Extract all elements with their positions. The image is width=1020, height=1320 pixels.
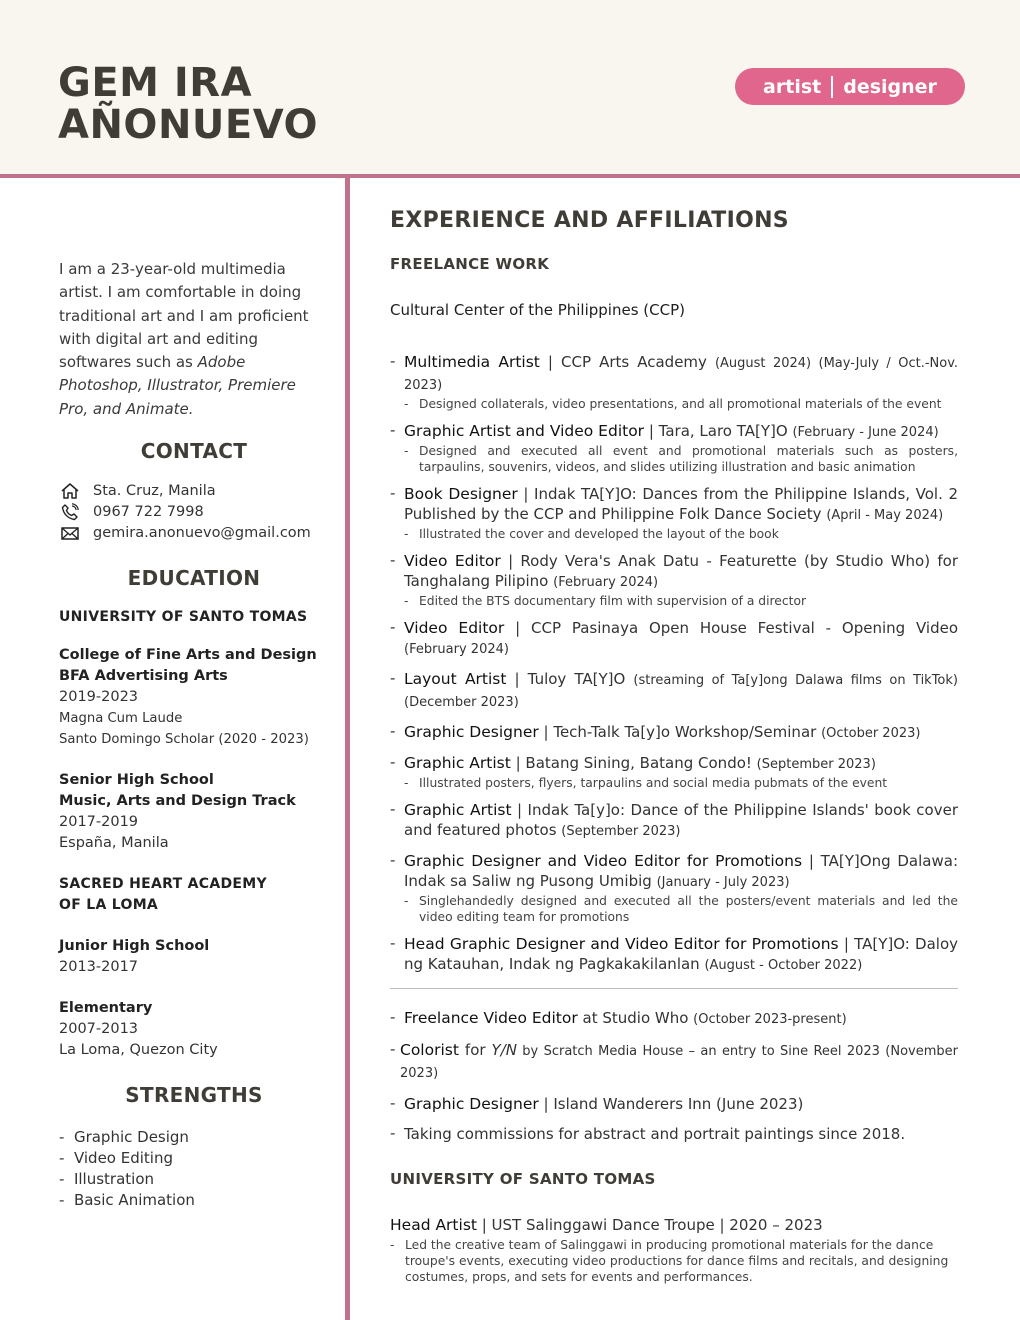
entry-role: Video Editor — [404, 552, 501, 570]
entry-role: Layout Artist — [404, 670, 507, 688]
entry-main — [404, 851, 958, 893]
experience-entry — [390, 722, 958, 744]
about-text — [59, 258, 329, 421]
column-divider — [345, 178, 350, 1320]
home-icon — [59, 482, 81, 500]
entry-org: | CCP Arts Academy — [539, 353, 715, 371]
entry-role: Graphic Artist and Video Editor — [404, 422, 645, 440]
edu-jhs: Junior High School — [59, 938, 210, 955]
other-entry — [390, 1094, 958, 1114]
entry-org: | TA[Y]Ong Dalawa: Indak sa Saliw ng Pusong Umibig — [404, 852, 958, 890]
entry-date: (October 2023-present) — [693, 1012, 847, 1027]
entry-org: | Tech-Talk Ta[y]o Workshop/Seminar — [538, 723, 822, 741]
role-badge — [735, 68, 965, 105]
entry-detail: - Designed collaterals, video presentations, and all promotional materials of the event — [404, 396, 958, 412]
edu-sha-line1: SACRED HEART ACADEMY — [59, 876, 267, 893]
edu-jhs-years: 2013-2017 — [59, 959, 139, 976]
edu-scholar: Santo Domingo Scholar (2020 - 2023) — [59, 732, 309, 748]
entry-role: Colorist — [400, 1041, 459, 1059]
entry-main — [404, 421, 958, 443]
entry-date: (February 2024) — [553, 575, 659, 590]
edu-sha-line2: OF LA LOMA — [59, 897, 159, 914]
edu-elem: Elementary — [59, 1000, 153, 1017]
phone-link[interactable]: 0967 722 7998 — [93, 503, 204, 520]
entry-date: (January - July 2023) — [656, 875, 790, 890]
entry-main — [404, 484, 958, 526]
strength-item: - Video Editing — [59, 1148, 329, 1169]
entry-title: Y/N — [491, 1041, 517, 1059]
entry-role: Video Editor — [404, 619, 505, 637]
section-divider — [390, 988, 958, 989]
entry-role: Graphic Artist — [404, 754, 511, 772]
address-text: Sta. Cruz, Manila — [93, 482, 216, 499]
strength-item: - Illustration — [59, 1169, 329, 1190]
entry-date: (October 2023) — [821, 726, 921, 741]
entry-date: (April - May 2024) — [826, 508, 944, 523]
ust-entry — [390, 1215, 958, 1285]
other-entry — [390, 1124, 958, 1144]
experience-entry — [390, 551, 958, 609]
edu-shs-place: España, Manila — [59, 835, 169, 852]
experience-entry — [390, 484, 958, 542]
entry-detail: - Led the creative team of Salinggawi in producing promotional materials for the dance troupe's events, executing video productions for dance films and recitals, and designing costumes, props, and sets for events and performances. — [390, 1238, 949, 1284]
role-separator — [831, 76, 833, 98]
strength-item: - Basic Animation — [59, 1190, 329, 1211]
entry-org: | Rody Vera's Anak Datu - Featurette (by Studio Who) for Tanghalang Pilipino — [404, 552, 958, 590]
contact-email — [59, 522, 329, 543]
entry-org: by Scratch Media House – an entry to Sine Reel 2023 (November 2023) — [400, 1044, 958, 1081]
entry-detail: - Designed and executed all event and promotional materials such as posters, tarpaulins, souvenirs, videos, and slides utilizing illustration and basic animation — [404, 443, 958, 475]
edu-elem-years: 2007-2013 — [59, 1021, 139, 1038]
edu-honor: Magna Cum Laude — [59, 711, 183, 727]
entry-org: | Batang Sining, Batang Condo! — [510, 754, 757, 772]
edu-college: College of Fine Arts and Design — [59, 647, 317, 664]
experience-entry — [390, 800, 958, 842]
entry-detail: - Illustrated posters, flyers, tarpaulins and social media pubmats of the event — [404, 775, 958, 791]
entry-org: | Island Wanderers Inn (June 2023) — [538, 1095, 804, 1113]
contact-phone — [59, 501, 329, 522]
role-designer: designer — [843, 75, 937, 98]
other-entry — [390, 1008, 958, 1030]
experience-entry — [390, 352, 958, 412]
edu-shs-years: 2017-2019 — [59, 814, 139, 831]
strengths-heading: STRENGTHS — [125, 1083, 263, 1108]
edu-degree: BFA Advertising Arts — [59, 668, 228, 685]
full-name — [58, 62, 318, 146]
left-column — [59, 258, 329, 1211]
entry-role: Freelance Video Editor — [404, 1009, 578, 1027]
experience-entry — [390, 934, 958, 976]
role-artist: artist — [763, 75, 822, 98]
strengths-list — [59, 1127, 329, 1211]
entry-date: (September 2023) — [561, 824, 681, 839]
experience-entry — [390, 421, 958, 475]
header-divider — [0, 174, 1020, 178]
entry-for: for — [458, 1041, 492, 1059]
entry-detail: - Illustrated the cover and developed the layout of the book — [404, 526, 958, 542]
entry-date: (August - October 2022) — [704, 958, 863, 973]
entry-date: (streaming of Ta[y]ong Dalawa films on TikTok) (December 2023) — [404, 673, 958, 710]
experience-entry — [390, 753, 958, 791]
experience-entry — [390, 669, 958, 713]
edu-college-years: 2019-2023 — [59, 689, 139, 706]
entry-org: | Tara, Laro TA[Y]O — [644, 422, 793, 440]
ccp-heading: Cultural Center of the Philippines (CCP) — [390, 301, 685, 319]
right-column — [390, 208, 958, 1285]
entry-role: Book Designer — [404, 485, 518, 503]
entry-date: (February 2024) — [404, 642, 509, 657]
entry-role: Graphic Designer — [404, 723, 539, 741]
entry-main — [404, 669, 958, 713]
entry-detail-text: Led the creative team of Salinggawi in producing promotional materials for the dance troupe's events, executing video productions for dance films and recitals, and designing costumes, props, and sets for events and performances. — [405, 1238, 949, 1284]
entry-main — [404, 352, 958, 396]
edu-shs-track: Music, Arts and Design Track — [59, 793, 296, 810]
other-entry — [390, 1040, 958, 1084]
contact-address — [59, 480, 329, 501]
entry-detail: - Edited the BTS documentary film with supervision of a director — [404, 593, 958, 609]
entry-org: | UST Salinggawi Dance Troupe | 2020 – 2023 — [476, 1216, 823, 1234]
entry-role: Graphic Designer — [404, 1095, 539, 1113]
entry-date: (February - June 2024) — [792, 425, 939, 440]
entry-org: | Tuloy TA[Y]O — [506, 670, 634, 688]
about-software: Adobe Photoshop, Illustrator, Premiere Pro, and Animate. — [59, 353, 296, 418]
edu-shs: Senior High School — [59, 772, 214, 789]
entry-org: | TA[Y]O: Daloy ng Katauhan, Indak ng Pagkakakilanlan — [404, 935, 958, 973]
freelance-heading: FREELANCE WORK — [390, 255, 550, 273]
entry-main — [404, 551, 958, 593]
education-list — [59, 609, 329, 1061]
entry-detail: - Singlehandedly designed and executed all the posters/event materials and led the video editing team for promotions — [404, 893, 958, 925]
edu-elem-place: La Loma, Quezon City — [59, 1042, 218, 1059]
entry-org: at Studio Who — [577, 1009, 694, 1027]
email-link[interactable]: gemira.anonuevo@gmail.com — [93, 524, 311, 541]
entry-role: Multimedia Artist — [404, 353, 540, 371]
education-heading: EDUCATION — [127, 566, 261, 591]
contact-list — [59, 480, 329, 543]
entry-role: Head Graphic Designer and Video Editor for Promotions — [404, 935, 839, 953]
entry-date: (August 2024) (May-July / Oct.-Nov. 2023) — [404, 356, 959, 393]
strength-item: - Graphic Design — [59, 1127, 329, 1148]
entry-role: Graphic Artist — [404, 801, 512, 819]
mail-icon — [59, 524, 81, 542]
other-entries — [390, 1008, 958, 1144]
about-body: I am a 23-year-old multimedia artist. I am comfortable in doing traditional art and I am proficient with digital art and editing softwares such as — [59, 260, 309, 372]
name-line-1: GEM IRA — [58, 60, 253, 106]
entry-role: Head Artist — [390, 1216, 477, 1234]
name-line-2: AÑONUEVO — [58, 102, 318, 148]
entry-org: | Indak TA[Y]O: Dances from the Philippine Islands, Vol. 2 Published by the CCP and Philippine Folk Dance Society — [404, 485, 958, 523]
entry-main — [404, 618, 958, 660]
entry-main — [404, 722, 958, 744]
ccp-entries — [390, 352, 958, 976]
entry-org: | CCP Pasinaya Open House Festival - Opening Video — [504, 619, 958, 637]
edu-ust: UNIVERSITY OF SANTO TOMAS — [59, 609, 308, 626]
entry-role: Graphic Designer and Video Editor for Promotions — [404, 852, 803, 870]
entry-text: - Taking commissions for abstract and portrait paintings since 2018. — [404, 1125, 906, 1143]
contact-heading: CONTACT — [140, 439, 248, 464]
experience-entry — [390, 618, 958, 660]
experience-entry — [390, 851, 958, 925]
entry-main — [404, 800, 958, 842]
entry-date: (September 2023) — [756, 757, 876, 772]
entry-main — [404, 934, 958, 976]
experience-heading: EXPERIENCE AND AFFILIATIONS — [390, 208, 789, 233]
entry-main — [404, 753, 958, 775]
phone-icon — [59, 503, 81, 521]
entry-org: | Indak Ta[y]o: Dance of the Philippine Islands' book cover and featured photos — [404, 801, 959, 839]
ust-heading: UNIVERSITY OF SANTO TOMAS — [390, 1170, 656, 1188]
